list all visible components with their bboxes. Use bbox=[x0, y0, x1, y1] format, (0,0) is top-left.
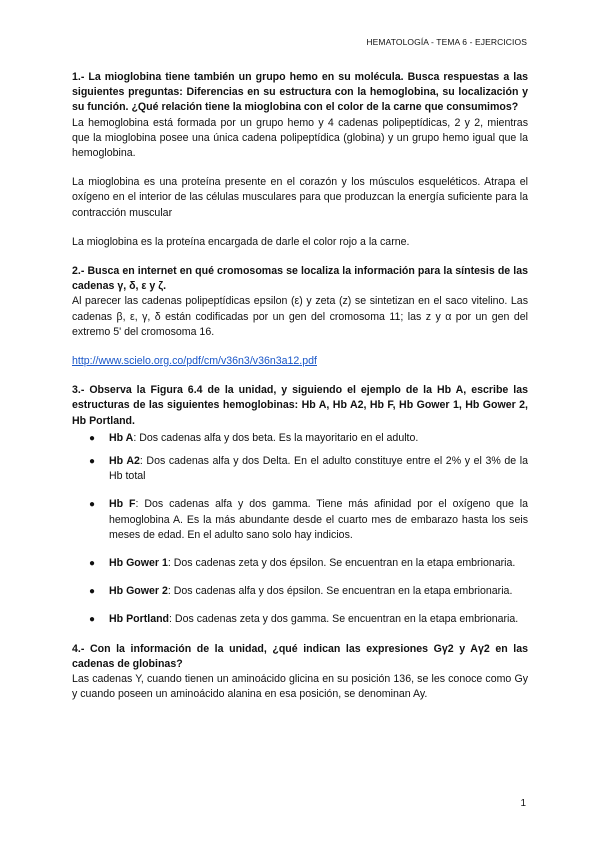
hemoglobin-name: Hb A2 bbox=[109, 455, 140, 468]
question-2: 2.- Busca en internet en qué cromosomas se localiza la información para la síntesis de las cadenas γ, δ, ε y ζ. bbox=[72, 265, 528, 293]
bullet-icon: ● bbox=[89, 456, 96, 468]
bullet-icon: ● bbox=[89, 558, 96, 570]
hemoglobin-description: : Dos cadenas alfa y dos épsilon. Se encuentran en la etapa embrionaria. bbox=[167, 585, 513, 598]
answer-1-paragraph-3: La mioglobina es la proteína encargada de darle el color rojo a la carne. bbox=[72, 235, 410, 248]
hemoglobin-list bbox=[72, 431, 528, 628]
list-item bbox=[72, 431, 528, 446]
answer-2-paragraph: Al parecer las cadenas polipeptídicas epsilon (ε) y zeta (z) se sintetizan en el saco vitelino. Las cadenas β, ε, γ, δ están codificadas por un gen del cromosoma 11; las z y α por un gen del extremo 5' del cromosoma 16. bbox=[72, 295, 528, 338]
list-item bbox=[72, 556, 528, 571]
question-1: 1.- La mioglobina tiene también un grupo hemo en su molécula. Busca respuestas a las siguientes preguntas: Diferencias en su estructura con la hemoglobina, su localización y su función. ¿Qué relación tiene la mioglobina con el color de la carne que consumimos? bbox=[72, 71, 528, 114]
hemoglobin-description: : Dos cadenas alfa y dos beta. Es la mayoritario en el adulto. bbox=[133, 431, 419, 444]
hemoglobin-description: : Dos cadenas alfa y dos gamma. Tiene más afinidad por el oxígeno que la hemoglobina A. Es la más abundante desde el cuarto mes de embarazo hasta los seis meses de edad. En el adulto sano solo hay indicios. bbox=[109, 498, 528, 541]
document-header: HEMATOLOGÍA - TEMA 6 - EJERCICIOS bbox=[366, 37, 527, 47]
document-body bbox=[72, 70, 528, 703]
hemoglobin-name: Hb A bbox=[109, 431, 134, 444]
list-item bbox=[72, 497, 528, 543]
bullet-icon: ● bbox=[89, 586, 96, 598]
bullet-icon: ● bbox=[89, 614, 96, 626]
hemoglobin-name: Hb Gower 1 bbox=[109, 557, 168, 570]
scielo-reference-link[interactable]: http://www.scielo.org.co/pdf/cm/v36n3/v36n3a12.pdf bbox=[72, 355, 317, 368]
answer-1-paragraph-1: La hemoglobina está formada por un grupo hemo y 4 cadenas polipeptídicas, 2 y 2, mientras que la mioglobina posee una única cadena polipeptídica (globina) y un grupo hemo igual que la hemoglobina. bbox=[72, 116, 528, 160]
bullet-icon: ● bbox=[89, 432, 96, 444]
hemoglobin-name: Hb Gower 2 bbox=[109, 585, 168, 598]
answer-1-paragraph-2: La mioglobina es una proteína presente en el corazón y los músculos esqueléticos. Atrapa el oxígeno en el interior de las células musculares para que produzcan la energía suficiente para la contracción muscular bbox=[72, 176, 528, 219]
hemoglobin-name: Hb F bbox=[109, 498, 136, 511]
list-item bbox=[72, 584, 528, 599]
bullet-icon: ● bbox=[89, 499, 96, 511]
list-item bbox=[72, 612, 528, 627]
list-item bbox=[72, 454, 528, 484]
question-4: 4.- Con la información de la unidad, ¿qué indican las expresiones Gγ2 y Aγ2 en las cadenas de globinas? bbox=[72, 642, 528, 670]
hemoglobin-description: : Dos cadenas alfa y dos Delta. En el adulto constituye entre el 2% y el 3% de la Hb total bbox=[109, 455, 528, 483]
question-3: 3.- Observa la Figura 6.4 de la unidad, y siguiendo el ejemplo de la Hb A, escribe las estructuras de las siguientes hemoglobinas: Hb A, Hb A2, Hb F, Hb Gower 1, Hb Gower 2, Hb Portland. bbox=[72, 384, 528, 427]
answer-4-paragraph: Las cadenas Y, cuando tienen un aminoácido glicina en su posición 136, se les conoce como Gy y cuando poseen un aminoácido alanina en esa posición, se denominan Ay. bbox=[72, 673, 528, 701]
hemoglobin-name: Hb Portland bbox=[109, 613, 170, 626]
page-number: 1 bbox=[520, 798, 526, 809]
hemoglobin-description: : Dos cadenas zeta y dos gamma. Se encuentran en la etapa embrionaria. bbox=[169, 613, 519, 626]
hemoglobin-description: : Dos cadenas zeta y dos épsilon. Se encuentran en la etapa embrionaria. bbox=[167, 557, 516, 570]
